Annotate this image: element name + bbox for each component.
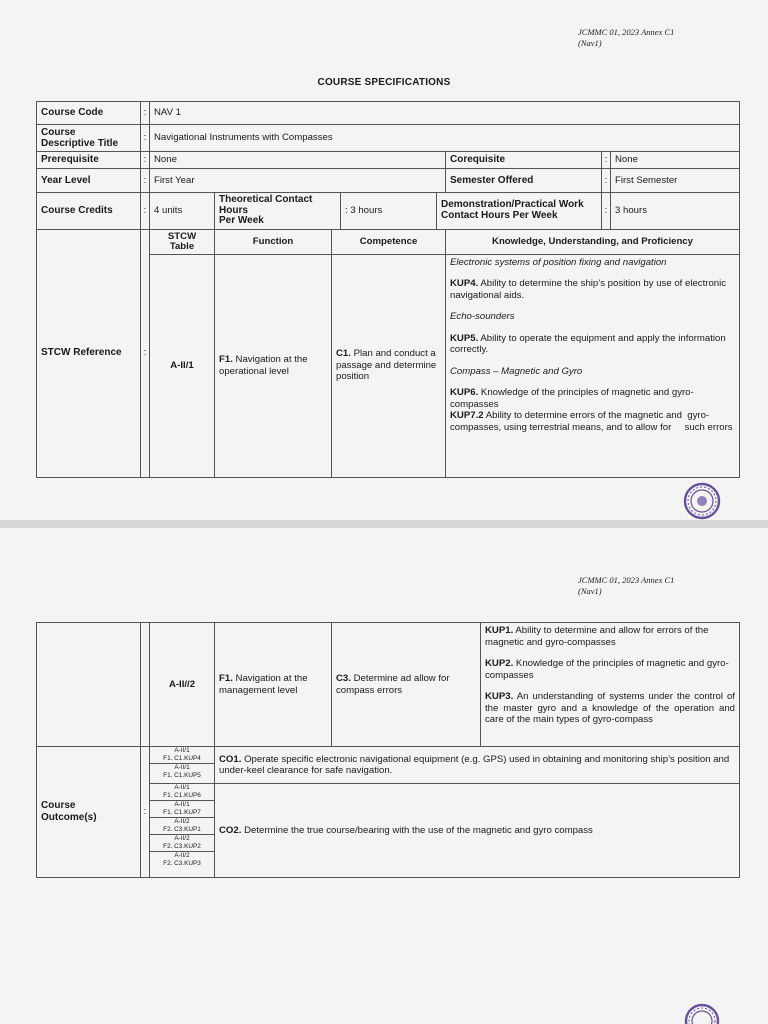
institution-seal xyxy=(682,1002,722,1024)
course-credits-value: 4 units xyxy=(150,193,215,230)
stcw-table-header-line-2: Table xyxy=(169,240,195,252)
colon: : xyxy=(141,152,150,169)
theoretical-hours-amount: 3 hours xyxy=(350,205,383,216)
colon: : xyxy=(602,193,611,230)
annex-reference xyxy=(578,27,674,49)
kup-text: Knowledge of the principles of magnetic and gyro-compasses xyxy=(450,387,694,410)
colon: : xyxy=(141,169,150,193)
co-text: Operate specific electronic navigational equipment (e.g. GPS) used in obtaining and monitoring ship’s position and under-keel clearance for safe navigation. xyxy=(219,753,730,776)
kup-text: Ability to operate the equipment and apply the information correctly. xyxy=(450,332,726,356)
kup-reference-code: F1. C1.KUP4 xyxy=(163,755,201,762)
corequisite-value: None xyxy=(611,152,740,169)
row-year-level xyxy=(37,169,740,193)
page-title: COURSE SPECIFICATIONS xyxy=(317,77,451,88)
competence-code: C1. xyxy=(336,348,351,360)
institution-seal xyxy=(680,481,724,521)
kup-text: Knowledge of the principles of magnetic and gyro-compasses xyxy=(485,658,729,681)
kup-text: An understanding of systems under the control of the master gyro and a knowledge of the operation and care of the main types of gyro-compass xyxy=(485,691,735,725)
function-text: Navigation at the management level xyxy=(219,673,308,696)
kup-reference-table: A-II/2 xyxy=(174,818,190,825)
prerequisite-value: None xyxy=(150,152,446,169)
semester-offered-value: First Semester xyxy=(611,169,740,193)
course-outcomes-label xyxy=(37,747,141,878)
course-code-label: Course Code xyxy=(37,102,141,125)
annex-reference-line-2: (Nav1) xyxy=(578,586,602,596)
competence-cell xyxy=(332,623,481,747)
kup-reference-code: F1. C1.KUP7 xyxy=(163,809,201,816)
kup-reference-code: F2. C3.KUP3 xyxy=(163,860,201,867)
course-spec-table xyxy=(36,101,740,478)
annex-reference-line-2: (Nav1) xyxy=(578,38,602,48)
kup-text: Ability to determine errors of the magnetic and gyro-compasses, using terrestrial means, and to allow for such errors xyxy=(450,410,733,433)
kup-reference-code: F2. C3.KUP2 xyxy=(163,843,201,850)
kup-reference-code: F1. C1.KUP6 xyxy=(163,792,201,799)
kup-reference xyxy=(150,764,214,780)
kup-item xyxy=(450,278,735,301)
stcw-table-value: A-II/1 xyxy=(150,254,215,477)
empty-colon-cell xyxy=(141,623,150,747)
theoretical-hours-label-line-1: Theoretical Contact Hours xyxy=(219,194,313,216)
prerequisite-label: Prerequisite xyxy=(37,152,141,169)
stcw-table-header-line-1: STCW xyxy=(167,230,197,242)
colon: : xyxy=(141,193,150,230)
course-outcomes-label-line-1: Course xyxy=(41,800,76,811)
kup-reference xyxy=(150,852,214,868)
year-level-value: First Year xyxy=(150,169,446,193)
kup-text: Ability to determine and allow for errors of the magnetic and gyro-compasses xyxy=(485,625,709,648)
function-code: F1. xyxy=(219,354,233,366)
practical-hours-label-line-2: Contact Hours Per Week xyxy=(441,209,558,221)
course-outcomes-label-line-2: Outcome(s) xyxy=(41,812,97,823)
kup-code: KUP7.2 xyxy=(450,410,484,422)
kup-item xyxy=(450,387,735,410)
ksa-heading: Electronic systems of position fixing and navigation xyxy=(450,256,667,268)
competence-code: C3. xyxy=(336,673,351,684)
descriptive-title-label-line-2: Descriptive Title xyxy=(41,138,119,149)
function-cell xyxy=(215,623,332,747)
kup-reference-code: F1. C1.KUP5 xyxy=(163,772,201,779)
empty-label-cell xyxy=(37,623,141,747)
kup-reference-table: A-II/1 xyxy=(174,784,190,791)
course-credits-label: Course Credits xyxy=(37,193,141,230)
colon: : xyxy=(141,125,150,152)
annex-reference-line-1: JCMMC 01, 2023 Annex C1 xyxy=(578,575,675,585)
co1-references xyxy=(150,747,215,784)
kup-reference xyxy=(150,801,214,818)
row-descriptive-title xyxy=(37,125,740,152)
function-header: Function xyxy=(215,229,332,254)
corequisite-label: Corequisite xyxy=(446,152,602,169)
row-prerequisite xyxy=(37,152,740,169)
row-course-credits xyxy=(37,193,740,230)
co-text: Determine the true course/bearing with the use of the magnetic and gyro compass xyxy=(241,824,593,836)
function-cell xyxy=(215,254,332,477)
stcw-table-header xyxy=(150,229,215,254)
kup-reference-table: A-II/2 xyxy=(174,852,190,859)
kup-item xyxy=(485,625,735,648)
row-course-code xyxy=(37,102,740,125)
kup-code: KUP5. xyxy=(450,332,479,344)
colon: : xyxy=(141,229,150,477)
kup-code: KUP4. xyxy=(450,278,479,290)
kup-item xyxy=(485,691,735,726)
row-course-outcome-1 xyxy=(37,747,740,784)
document-page-2 xyxy=(0,528,768,1024)
function-code: F1. xyxy=(219,673,233,684)
semester-offered-label: Semester Offered xyxy=(446,169,602,193)
kup-code: KUP3. xyxy=(485,691,514,702)
kup-reference-code: F2. C3.KUP1 xyxy=(163,826,201,833)
kup-item xyxy=(450,333,735,356)
course-spec-table-continued xyxy=(36,622,740,878)
colon: : xyxy=(345,205,348,216)
competence-text: Determine ad allow for compass errors xyxy=(336,673,450,696)
co2-cell xyxy=(215,784,740,878)
kup-reference-table: A-II/1 xyxy=(174,764,190,771)
colon: : xyxy=(602,152,611,169)
competence-text: Plan and conduct a passage and determine position xyxy=(336,348,437,383)
descriptive-title-value: Navigational Instruments with Compasses xyxy=(150,125,740,152)
kup-reference-table: A-II/1 xyxy=(174,801,190,808)
year-level-label: Year Level xyxy=(37,169,141,193)
row-stcw-a-ii-2 xyxy=(37,623,740,747)
kup-item xyxy=(485,658,735,681)
row-stcw-headers xyxy=(37,229,740,254)
theoretical-hours-label xyxy=(215,193,341,230)
colon: : xyxy=(141,747,150,878)
co1-cell xyxy=(215,747,740,784)
theoretical-hours-label-line-2: Per Week xyxy=(219,215,264,226)
co-code: CO1. xyxy=(219,753,242,765)
kup-reference xyxy=(150,747,214,764)
kup-reference-table: A-II/2 xyxy=(174,835,190,842)
kup-reference xyxy=(150,784,214,801)
annex-reference xyxy=(578,575,674,597)
kup-reference xyxy=(150,818,214,835)
kup-reference-table: A-II/1 xyxy=(174,747,190,754)
stcw-table-value: A-II//2 xyxy=(150,623,215,747)
practical-hours-value: 3 hours xyxy=(611,193,740,230)
co2-references xyxy=(150,784,215,878)
stcw-reference-label: STCW Reference xyxy=(37,229,141,477)
colon: : xyxy=(141,102,150,125)
ksa-heading: Compass – Magnetic and Gyro xyxy=(450,365,583,377)
function-text: Navigation at the operational level xyxy=(219,354,308,377)
ksa-heading: Echo-sounders xyxy=(450,311,515,323)
course-code-value: NAV 1 xyxy=(150,102,740,125)
competence-header: Competence xyxy=(332,229,446,254)
kup-code: KUP1. xyxy=(485,625,514,636)
kup-code: KUP2. xyxy=(485,658,514,669)
ksa-cell xyxy=(481,623,740,747)
kup-code: KUP6. xyxy=(450,387,479,399)
kup-text: Ability to determine the ship’s position by use of electronic navigational aids. xyxy=(450,278,727,301)
practical-hours-label-line-1: Demonstration/Practical Work xyxy=(441,199,584,211)
annex-reference-line-1: JCMMC 01, 2023 Annex C1 xyxy=(578,27,675,37)
co-code: CO2. xyxy=(219,824,242,836)
kup-item xyxy=(450,410,735,433)
colon: : xyxy=(602,169,611,193)
ksa-header: Knowledge, Understanding, and Proficiency xyxy=(446,229,740,254)
descriptive-title-label xyxy=(37,125,141,152)
kup-reference xyxy=(150,835,214,852)
theoretical-hours-value xyxy=(341,193,437,230)
competence-cell xyxy=(332,254,446,477)
practical-hours-label xyxy=(437,193,602,230)
descriptive-title-label-line-1: Course xyxy=(41,127,76,138)
ksa-cell xyxy=(446,254,740,477)
